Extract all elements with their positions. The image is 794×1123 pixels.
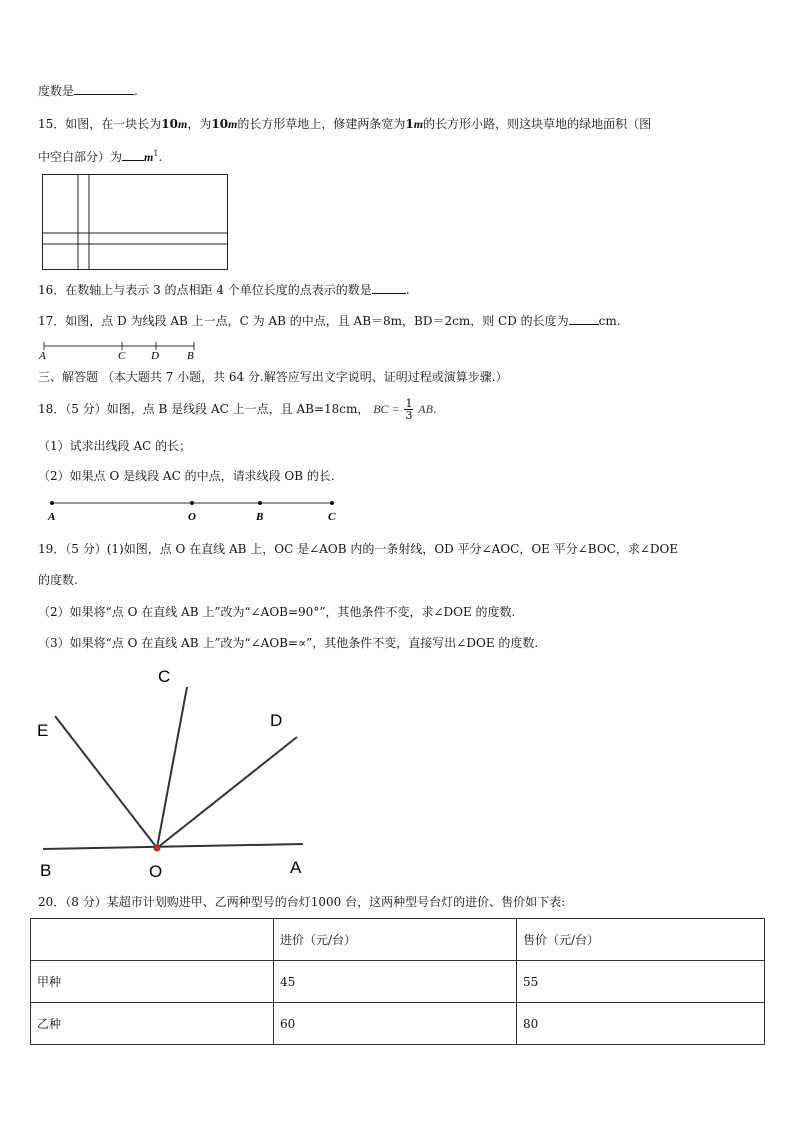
answer-blank bbox=[122, 148, 144, 161]
q15-line1 bbox=[38, 115, 651, 133]
q18-part2: （2）如果点 O 是线段 AC 的中点，请求线段 OB 的长. bbox=[38, 469, 335, 483]
q16-end: . bbox=[405, 283, 410, 297]
ray-od bbox=[157, 737, 297, 848]
label-d: D bbox=[151, 350, 159, 362]
q19-line1: 19．（5 分）(1)如图，点 O 在直线 AB 上，OC 是∠AOB 内的一条射线，OD 平分∠AOC，OE 平分∠BOC，求∠DOE bbox=[38, 542, 679, 556]
q19-part2: （2）如果将“点 O 在直线 AB 上”改为“∠AOB=90°”，其他条件不变，求∠DOE 的度数. bbox=[38, 605, 516, 619]
q16-text: 16．在数轴上与表示 3 的点相距 4 个单位长度的点表示的数是 bbox=[38, 283, 372, 297]
q15-unit: m bbox=[228, 117, 238, 131]
q15-text: ，为 bbox=[187, 117, 212, 131]
label-c: C bbox=[328, 511, 336, 523]
table-row bbox=[31, 1003, 765, 1045]
point-c bbox=[330, 501, 334, 505]
q14-tail bbox=[38, 82, 138, 100]
q14-end: . bbox=[134, 84, 138, 98]
price-table bbox=[30, 918, 765, 1045]
answer-blank bbox=[74, 82, 134, 95]
q15-unit: m bbox=[144, 150, 154, 164]
line-ab bbox=[43, 844, 303, 849]
label-e: E bbox=[37, 721, 49, 740]
q14-text: 度数是 bbox=[38, 84, 75, 98]
label-o: O bbox=[188, 511, 196, 523]
ray-oe bbox=[55, 716, 157, 848]
label-a: A bbox=[290, 858, 302, 877]
point-a bbox=[50, 501, 54, 505]
label-a: A bbox=[48, 511, 56, 523]
q18-line1 bbox=[38, 396, 437, 422]
q18-end: . bbox=[432, 402, 437, 416]
label-b: B bbox=[187, 350, 194, 362]
section-title: 三、解答题 （本大题共 7 小题，共 64 分.解答应写出文字说明、证明过程或演算步骤.） bbox=[38, 370, 508, 384]
q15-text: 15．如图，在一块长为 bbox=[38, 117, 162, 131]
q17-end: cm. bbox=[598, 314, 621, 328]
table-cell: 60 bbox=[274, 1003, 517, 1045]
answer-blank bbox=[372, 281, 406, 294]
formula-rhs: AB bbox=[418, 402, 433, 416]
q15-unit: m bbox=[177, 117, 188, 131]
q15-figure bbox=[40, 172, 230, 272]
q16 bbox=[38, 281, 410, 299]
q17-text: 17．如图，点 D 为线段 AB 上一点，C 为 AB 的中点，且 AB＝8m，BD＝2cm，则 CD 的长度为 bbox=[38, 314, 569, 328]
q15-len2: 10 bbox=[211, 117, 229, 131]
table-cell: 45 bbox=[274, 961, 517, 1003]
ray-oc bbox=[157, 687, 187, 848]
formula-lhs: BC = bbox=[373, 402, 400, 416]
table-header-cell: 进价（元/台） bbox=[274, 919, 517, 961]
table-row bbox=[31, 961, 765, 1003]
q19-part3: （3）如果将“点 O 在直线 AB 上”改为“∠AOB=∝”，其他条件不变，直接写出∠DOE 的度数. bbox=[38, 636, 539, 650]
q19-angle-figure bbox=[30, 660, 320, 880]
q19-line2: 的度数. bbox=[38, 573, 78, 587]
q15-unit: m bbox=[413, 117, 424, 131]
q15-text: 的长方形草地上，修建两条宽为 bbox=[237, 117, 406, 131]
fraction bbox=[404, 398, 413, 421]
q17-segment-figure bbox=[38, 338, 208, 362]
answer-blank bbox=[569, 312, 599, 325]
q18-text: 18．（5 分）如图，点 B 是线段 AC 上一点，且 AB=18cm， bbox=[38, 402, 370, 416]
q15-len3: 1 bbox=[405, 117, 414, 131]
q15-line2 bbox=[38, 145, 162, 166]
label-b: B bbox=[256, 511, 264, 523]
fraction-denominator: 3 bbox=[405, 409, 413, 422]
label-a: A bbox=[39, 350, 46, 362]
table-header-cell bbox=[31, 919, 274, 961]
label-b: B bbox=[40, 861, 52, 880]
label-c: C bbox=[158, 667, 171, 686]
label-c: C bbox=[118, 350, 126, 362]
point-b bbox=[258, 501, 262, 505]
table-cell: 55 bbox=[517, 961, 765, 1003]
field-rect bbox=[43, 175, 228, 270]
q17 bbox=[38, 312, 621, 330]
q15-text: 的长方形小路，则这块草地的绿地面积（图 bbox=[423, 117, 652, 131]
table-header-cell: 售价（元/台） bbox=[517, 919, 765, 961]
fraction-numerator: 1 bbox=[405, 397, 413, 410]
table-cell: 80 bbox=[517, 1003, 765, 1045]
q15-end: . bbox=[158, 150, 163, 164]
table-header-row bbox=[31, 919, 765, 961]
q15-text: 中空白部分）为 bbox=[38, 150, 123, 164]
q18-segment-figure bbox=[44, 496, 344, 526]
q15-sup: 1 bbox=[153, 149, 159, 158]
point-o bbox=[154, 845, 161, 852]
q20-text: 20．（8 分）某超市计划购进甲、乙两种型号的台灯1000 台，这两种型号台灯的进价、售价如下表: bbox=[38, 895, 566, 909]
point-o bbox=[190, 501, 194, 505]
table-cell: 甲种 bbox=[31, 961, 274, 1003]
table-cell: 乙种 bbox=[31, 1003, 274, 1045]
q15-len1: 10 bbox=[161, 117, 178, 131]
label-d: D bbox=[270, 711, 283, 730]
q18-part1: （1）试求出线段 AC 的长； bbox=[38, 439, 192, 453]
label-o: O bbox=[149, 862, 163, 880]
